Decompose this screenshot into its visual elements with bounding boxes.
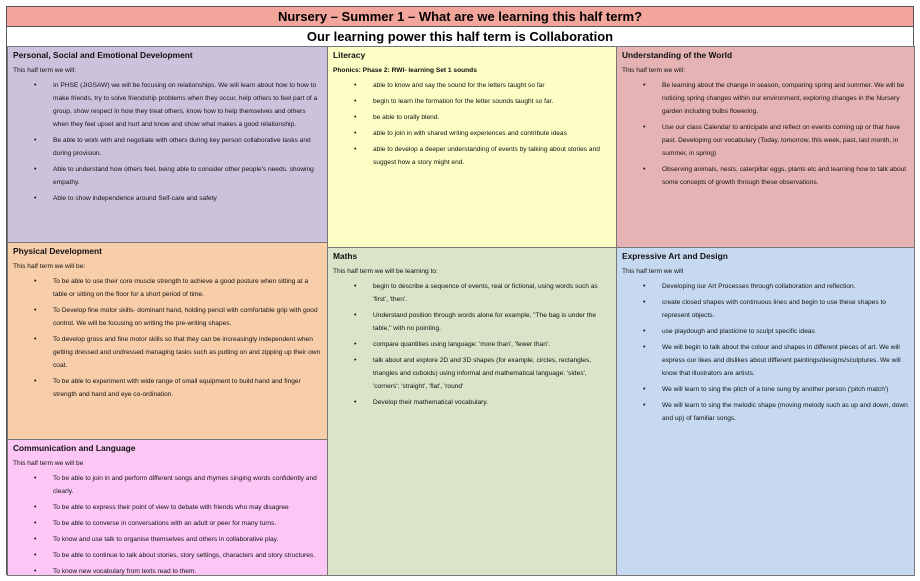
list-item: • able to join in with shared writing experiences and contribute ideas [354,127,611,140]
list-item: • We will learn to sing the pitch of a tone sung by another person ('pitch match') [643,383,909,396]
page-subtitle: Our learning power this half term is Collaboration [7,27,913,47]
panel-intro: This half term we will be [13,460,84,467]
list-item: • begin to describe a sequence of events, real or fictional, using words such as 'first', 'then'. [354,280,611,306]
bullet-list [622,79,909,189]
panel-physical-development [7,242,328,440]
list-item: • To be able to converse in conversations with an adult or peer for many turns. [34,517,322,530]
list-item: • Be able to work with and negotiate with others during key person collaborative tasks and during provision. [34,134,322,160]
curriculum-overview [6,6,914,575]
list-item: • To be able to use their core muscle strength to achieve a good posture when sitting at a table or sitting on the floor for a short period of time. [34,275,322,301]
list-item: • To know new vocabulary from texts read to them. [34,565,322,576]
panel-literacy [327,46,617,248]
list-item: • Be learning about the change in season, comparing spring and summer. We will be noticing spring changes within our environment, exploring changes in the Nursery garden including bulbs flowering. [643,79,909,118]
list-item: • Able to understand how others feel, being able to consider other people's needs. showing empathy. [34,163,322,189]
panel-intro: This half term we will: [13,67,77,74]
panel-subheading: Phonics: Phase 2: RWI- learning Set 1 sounds [333,67,477,74]
bullet-list [622,280,909,425]
bullet-list [13,275,322,401]
list-item: • To be able to express their point of view to debate with friends who may disagree [34,501,322,514]
list-item: • Understand position through words alone for example, "The bag is under the table," with no pointing. [354,309,611,335]
panel-intro: This half term we will [622,268,684,275]
panel-understanding-world [616,46,915,248]
panel-intro: This half term we will be: [13,263,86,270]
list-item: • compare quantities using language: 'more than', 'fewer than'. [354,338,611,351]
panel-heading: Communication and Language [13,443,136,453]
panel-heading: Maths [333,251,358,261]
list-item: • Developing our Art Processes through collaboration and reflection. [643,280,909,293]
panel-heading: Personal, Social and Emotional Development [13,50,193,60]
list-item: • be able to orally blend. [354,111,611,124]
bullet-list [13,472,322,576]
panel-heading: Literacy [333,50,366,60]
list-item: • use playdough and plasticine to sculpt specific ideas [643,325,909,338]
panel-expressive-art [616,247,915,576]
list-item: • To be able to experiment with wide range of small equipment to build hand and finger strength and hand and eye co-ordination. [34,375,322,401]
list-item: • To develop gross and fine motor skills so that they can be increasingly independent when getting dressed and undressed managing tasks such as putting on and zipping up their own coat. [34,333,322,372]
list-item: • Able to show independence around Self-care and safety [34,192,322,205]
panel-psed [7,46,328,243]
panel-heading: Understanding of the World [622,50,733,60]
list-item: • Develop their mathematical vocabulary. [354,396,611,409]
list-item: • We will begin to talk about the colour and shapes in different pieces of art. We will express our likes and dislikes about different paintings/designs/sculptures. We will know that illustrators are artists. [643,341,909,380]
list-item: • able to know and say the sound for the letters taught so far [354,79,611,92]
panel-intro: This half term we will be learning to: [333,268,438,275]
list-item: • To know and use talk to organise themselves and others in collaborative play. [34,533,322,546]
panel-communication-language [7,439,328,576]
list-item: • Observing animals, nests, caterpillar eggs, plants etc and learning how to talk about some concepts of growth through these observations. [643,163,909,189]
page-title: Nursery – Summer 1 – What are we learning this half term? [7,7,913,27]
list-item: • We will learn to sing the melodic shape (moving melody such as up and down, down and up) of familiar songs. [643,399,909,425]
panel-maths [327,247,617,576]
list-item: • begin to learn the formation for the letter sounds taught so far. [354,95,611,108]
panel-heading: Physical Development [13,246,102,256]
list-item: • To be able to join in and perform different songs and rhymes singing words confidently and clearly. [34,472,322,498]
panel-intro: This half term we will: [622,67,686,74]
list-item: • To be able to continue to talk about stories, story settings, characters and story structures. [34,549,322,562]
list-item: • talk about and explore 2D and 3D shapes (for example, circles, rectangles, triangles and cuboids) using informal and mathematical language: 'sides', 'corners'; 'straight', 'flat', 'round' [354,354,611,393]
bullet-list [13,79,322,205]
list-item: • In PHSE (JIGSAW) we will be focusing on relationships. We will learn about how to how to make friends, try to solve friendship problems when they occur, help others to feel part of a group, show respect in how they treat others, know how to help themselves and others when they feel upset and hurt and know and show what makes a good relationship. [34,79,322,131]
bullet-list [333,79,611,169]
bullet-list [333,280,611,409]
panel-heading: Expressive Art and Design [622,251,728,261]
list-item: • Use our class Calendar to anticipate and reflect on events coming up or that have past. Developing our vocabulary (Today, tomorrow, this week, past, last month, in summer, in spring) [643,121,909,160]
list-item: • create closed shapes with continuous lines and begin to use these shapes to represent objects. [643,296,909,322]
list-item: • To Develop fine motor skills- dominant hand, holding pencil with comfortable grip with good control. We will be focusing on writing the pre-writing shapes. [34,304,322,330]
list-item: • able to develop a deeper understanding of events by talking about stories and suggest how a story might end. [354,143,611,169]
